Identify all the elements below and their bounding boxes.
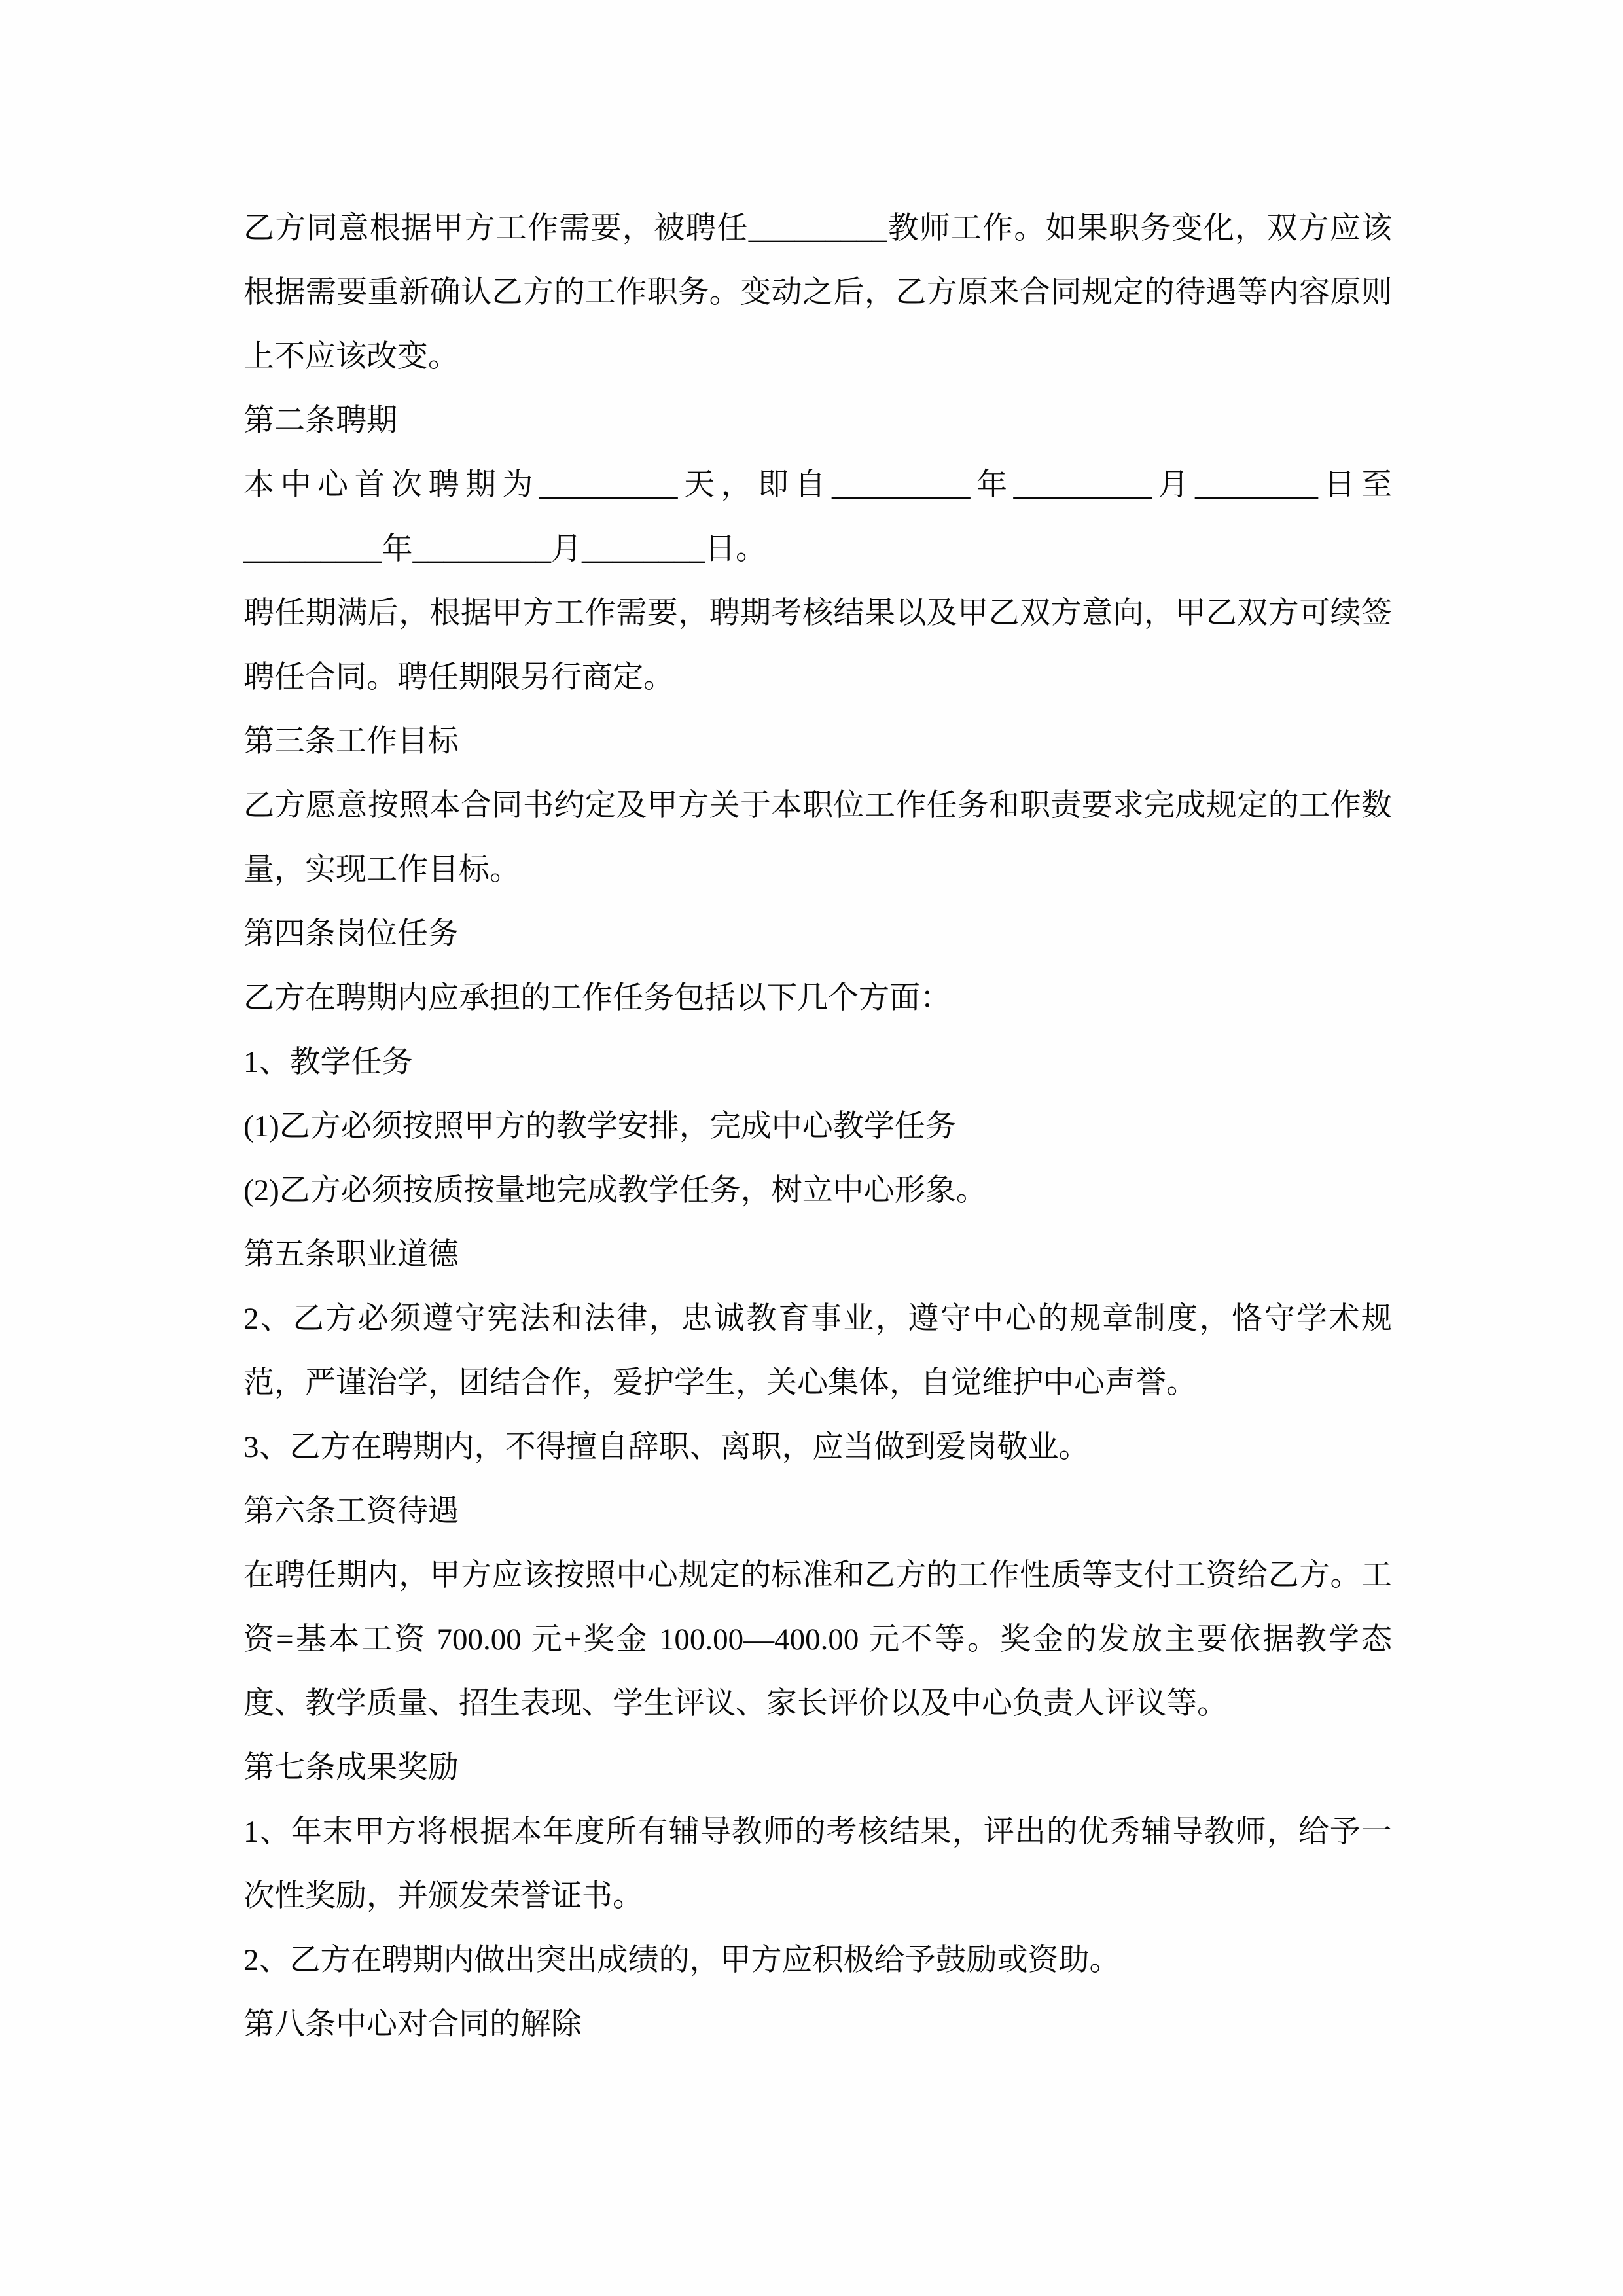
heading-article-4: 第四条岗位任务 [243, 917, 459, 951]
paragraph-award-2: 2、乙方在聘期内做出突出成绩的，甲方应积极给予鼓励或资助。 [243, 1943, 1120, 1977]
heading-article-5: 第五条职业道德 [243, 1238, 459, 1272]
paragraph-teaching-task: 1、教学任务 [243, 1045, 413, 1079]
heading-article-7: 第七条成果奖励 [243, 1751, 459, 1785]
paragraph-term-renewal: 聘任期满后，根据甲方工作需要，聘期考核结果以及甲乙双方意向，甲乙双方可续签聘任合同。聘任期限另行商定。 [243, 596, 1392, 694]
heading-article-8: 第八条中心对合同的解除 [243, 2007, 582, 2041]
paragraph-term-blanks: 本中心首次聘期为_________天，即自_________年_________月________日至_________年_________月________日。 [243, 468, 1392, 566]
contract-text [243, 196, 1392, 2056]
paragraph-appointment-clause: 乙方同意根据甲方工作需要，被聘任_________教师工作。如果职务变化，双方应该根据需要重新确认乙方的工作职务。变动之后，乙方原来合同规定的待遇等内容原则上不应该改变。 [243, 211, 1392, 374]
heading-article-2: 第二条聘期 [243, 404, 397, 438]
heading-article-3: 第三条工作目标 [243, 725, 459, 759]
paragraph-work-goal: 乙方愿意按照本合同书约定及甲方关于本职位工作任务和职责要求完成规定的工作数量，实现工作目标。 [243, 789, 1392, 887]
paragraph-teaching-task-1: (1)乙方必须按照甲方的教学安排，完成中心教学任务 [243, 1109, 956, 1143]
paragraph-ethics-3: 3、乙方在聘期内，不得擅自辞职、离职，应当做到爱岗敬业。 [243, 1430, 1090, 1464]
paragraph-salary: 在聘任期内，甲方应该按照中心规定的标准和乙方的工作性质等支付工资给乙方。工资=基本工资 700.00 元+奖金 100.00—400.00 元不等。奖金的发放主要依据教学态度、教学质量、招生表现、学生评议、家长评价以及中心负责人评议等。 [243, 1558, 1392, 1721]
paragraph-post-duties-intro: 乙方在聘期内应承担的工作任务包括以下几个方面： [243, 981, 951, 1015]
paragraph-ethics-2: 2、乙方必须遵守宪法和法律，忠诚教育事业，遵守中心的规章制度，恪守学术规范，严谨治学，团结合作，爱护学生，关心集体，自觉维护中心声誉。 [243, 1302, 1392, 1400]
heading-article-6: 第六条工资待遇 [243, 1494, 459, 1528]
paragraph-award-1: 1、年末甲方将根据本年度所有辅导教师的考核结果，评出的优秀辅导教师，给予一次性奖励，并颁发荣誉证书。 [243, 1815, 1392, 1913]
paragraph-teaching-task-2: (2)乙方必须按质按量地完成教学任务，树立中心形象。 [243, 1174, 987, 1208]
